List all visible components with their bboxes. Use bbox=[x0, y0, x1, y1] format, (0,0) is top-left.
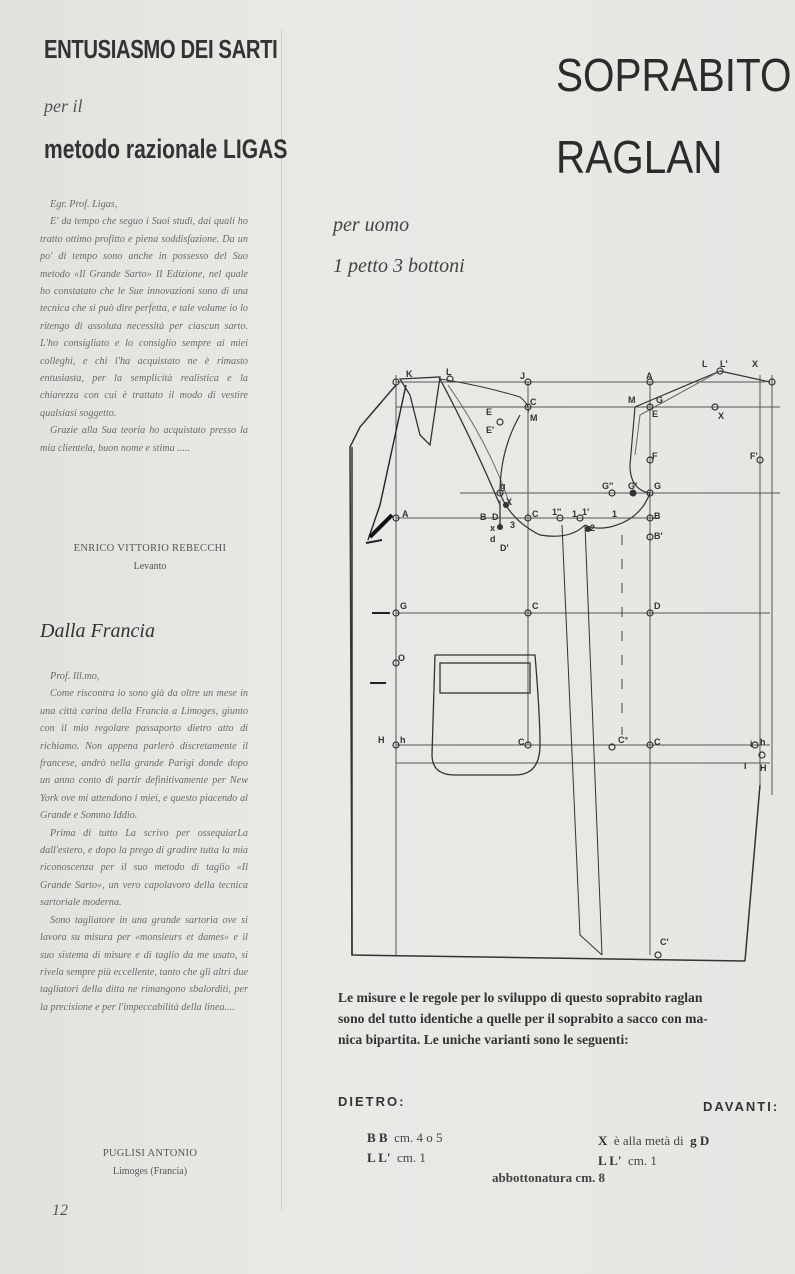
letter-signature: ENRICO VITTORIO REBECCHI bbox=[73, 543, 227, 554]
letter-paragraph: Grazie alla Sua teoria ho acquistato presso la mia clientela, buon nome e stima ..... bbox=[40, 425, 248, 454]
diagram-label: M bbox=[628, 395, 636, 405]
dietro-label: DIETRO: bbox=[338, 1094, 406, 1109]
diagram-label: C bbox=[530, 397, 537, 407]
diagram-label: 2 bbox=[590, 523, 596, 533]
letter-rebecchi bbox=[40, 196, 248, 457]
letter-paragraph: Come riscontra io sono già da oltre un mese in una città carina della Francia a Limoges, giunto con il mio regolare passaporto dietro atto di richiamo. Non appena parlerò discretamente il francese, andrò nella grande Parigi donde dopo un anno conto di partir definitivamente per New York ove mi attendono i miei, e questo piacendo al Grande e Sommo Iddio. bbox=[40, 688, 248, 822]
diagram-label: D bbox=[492, 512, 499, 522]
davanti-label: DAVANTI: bbox=[703, 1099, 780, 1114]
diagram-label: 1'' bbox=[552, 507, 562, 517]
measures-line: nica bipartita. Le uniche varianti sono le seguenti: bbox=[338, 1032, 629, 1047]
diagram-label: 3 bbox=[510, 520, 516, 530]
diagram-label: C° bbox=[618, 735, 629, 745]
diagram-label: D bbox=[654, 601, 661, 611]
letter-paragraph: E' da tempo che seguo i Suoi studi, dai quali ho tratto ottimo profitto e piena soddisfazione. Da un po' di tempo sono anche in possesso del Suo metodo «Il Grande Sarto» II Edizione, nel quale ho constatato che le Sue innovazioni sono di una tecnica che si può dire perfetta, e tale volume io lo ritengo di assoluta necessità per ciascun sarto. L'ho consigliato e lo consiglio sempre ai miei colleghi, e chi l'ha acquistato ne è rimasto entusiasta, per la semplicità realistica e la chiarezza con cui è trattato il modo di vestire qualsiasi soggetto. bbox=[40, 216, 248, 419]
diagram-label: E bbox=[652, 409, 659, 419]
pattern-title-line2: RAGLAN bbox=[556, 131, 723, 183]
diagram-label: E bbox=[486, 407, 493, 417]
diagram-label: G' bbox=[628, 481, 638, 491]
diagram-label: B bbox=[654, 511, 661, 521]
pattern-subtitle: per uomo bbox=[333, 214, 410, 236]
measures-line: sono del tutto identiche a quelle per il soprabito a sacco con ma- bbox=[338, 1011, 708, 1026]
diagram-label: X bbox=[752, 359, 759, 369]
diagram-label: X bbox=[718, 411, 725, 421]
measure-value: cm. 1 bbox=[628, 1153, 657, 1168]
diagram-label: G bbox=[400, 601, 408, 611]
diagram-label: B' bbox=[654, 531, 663, 541]
diagram-label: F bbox=[652, 451, 658, 461]
letter-paragraph: Prima di tutto La scrivo per ossequiarLa dall'estero, e dopo la prego di gradire tutta la mia riconoscenza per il suo metodo di taglio «Il Grande Sarto», un vero capolavoro della tecnica sartoriale moderna. bbox=[40, 827, 248, 909]
measure-key: L L' bbox=[367, 1150, 391, 1165]
dietro-ll-measure bbox=[367, 1150, 426, 1166]
diagram-label: i bbox=[750, 739, 753, 749]
measure-value: cm. 1 bbox=[397, 1150, 426, 1165]
pattern-diagram bbox=[340, 355, 792, 975]
letter-place: Levanto bbox=[133, 561, 167, 572]
measure-key: L L' bbox=[598, 1153, 622, 1168]
diagram-label: h bbox=[760, 737, 766, 747]
diagram-label: g bbox=[500, 481, 506, 491]
diagram-label: 1 bbox=[572, 509, 578, 519]
measure-key: X bbox=[598, 1133, 608, 1148]
header-connector: per il bbox=[44, 96, 83, 116]
measure-ref: g D bbox=[690, 1133, 710, 1148]
diagram-label: h bbox=[400, 735, 406, 745]
abbottonatura-measure: abbottonatura cm. 8 bbox=[492, 1170, 606, 1185]
diagram-label: B bbox=[480, 512, 487, 522]
diagram-label: H bbox=[378, 735, 385, 745]
diagram-label: 1 bbox=[612, 509, 618, 519]
diagram-label: C' bbox=[660, 937, 669, 947]
diagram-label: L bbox=[702, 359, 708, 369]
measure-key: B B bbox=[367, 1130, 388, 1145]
diagram-label: L bbox=[446, 367, 452, 377]
diagram-label: C bbox=[518, 737, 525, 747]
diagram-label: C bbox=[532, 601, 539, 611]
diagram-label: d bbox=[490, 534, 496, 544]
davanti-x-measure bbox=[598, 1133, 709, 1149]
diagram-label: G bbox=[654, 481, 662, 491]
measure-value: è alla metà di bbox=[613, 1133, 684, 1148]
header-subtitle: metodo razionale LIGAS bbox=[44, 134, 288, 164]
letter-salutation: Egr. Prof. Ligas, bbox=[50, 199, 118, 210]
letter-paragraph: Sono tagliatore in una grande sartoria ove si lavora su misura per «monsieurs et dames» e il suo sistema di misure e di taglio da me usato, si rivela sempre più eccellente, tanto che gli altri due tagliatori della ditta ne rimangono sbalorditi, per la precisione e per l'impeccabilità della linea.... bbox=[40, 914, 248, 1013]
diagram-label: A bbox=[646, 371, 653, 381]
pattern-title: SOPRABITO bbox=[556, 49, 792, 101]
page-number: 12 bbox=[52, 1202, 68, 1219]
diagram-label: D' bbox=[500, 543, 509, 553]
diagram-label: I bbox=[744, 761, 747, 771]
diagram-label: C bbox=[532, 509, 539, 519]
diagram-label: J bbox=[520, 371, 526, 381]
diagram-label: G bbox=[656, 395, 664, 405]
diagram-label: O bbox=[398, 653, 406, 663]
diagram-label: 1' bbox=[582, 507, 590, 517]
header-title: ENTUSIASMO DEI SARTI bbox=[44, 34, 278, 64]
letter-puglisi bbox=[40, 668, 248, 1016]
diagram-label: G'' bbox=[602, 481, 614, 491]
diagram-label: A bbox=[402, 509, 409, 519]
column-divider bbox=[281, 30, 282, 1210]
diagram-label: H bbox=[760, 763, 767, 773]
measures-line: Le misure e le regole per lo sviluppo di questo soprabito raglan bbox=[338, 990, 703, 1005]
measure-value: cm. 4 o 5 bbox=[394, 1130, 443, 1145]
diagram-label: F' bbox=[750, 451, 758, 461]
diagram-label: M bbox=[530, 413, 538, 423]
section-title: Dalla Francia bbox=[40, 620, 155, 642]
letter-salutation: Prof. Ill.mo, bbox=[50, 671, 100, 682]
diagram-label: E' bbox=[486, 425, 495, 435]
diagram-label: C bbox=[654, 737, 661, 747]
davanti-ll-measure bbox=[598, 1153, 657, 1169]
diagram-label: K bbox=[406, 369, 413, 379]
diagram-label: x bbox=[490, 523, 496, 533]
diagram-label: X bbox=[506, 497, 513, 507]
dietro-bb-measure bbox=[367, 1130, 442, 1146]
letter-place: Limoges (Francia) bbox=[112, 1166, 188, 1177]
measures-description bbox=[338, 987, 788, 1050]
diagram-label: L' bbox=[720, 359, 728, 369]
letter-signature: PUGLISI ANTONIO bbox=[102, 1148, 198, 1159]
pattern-subtitle-line2: 1 petto 3 bottoni bbox=[333, 255, 465, 277]
